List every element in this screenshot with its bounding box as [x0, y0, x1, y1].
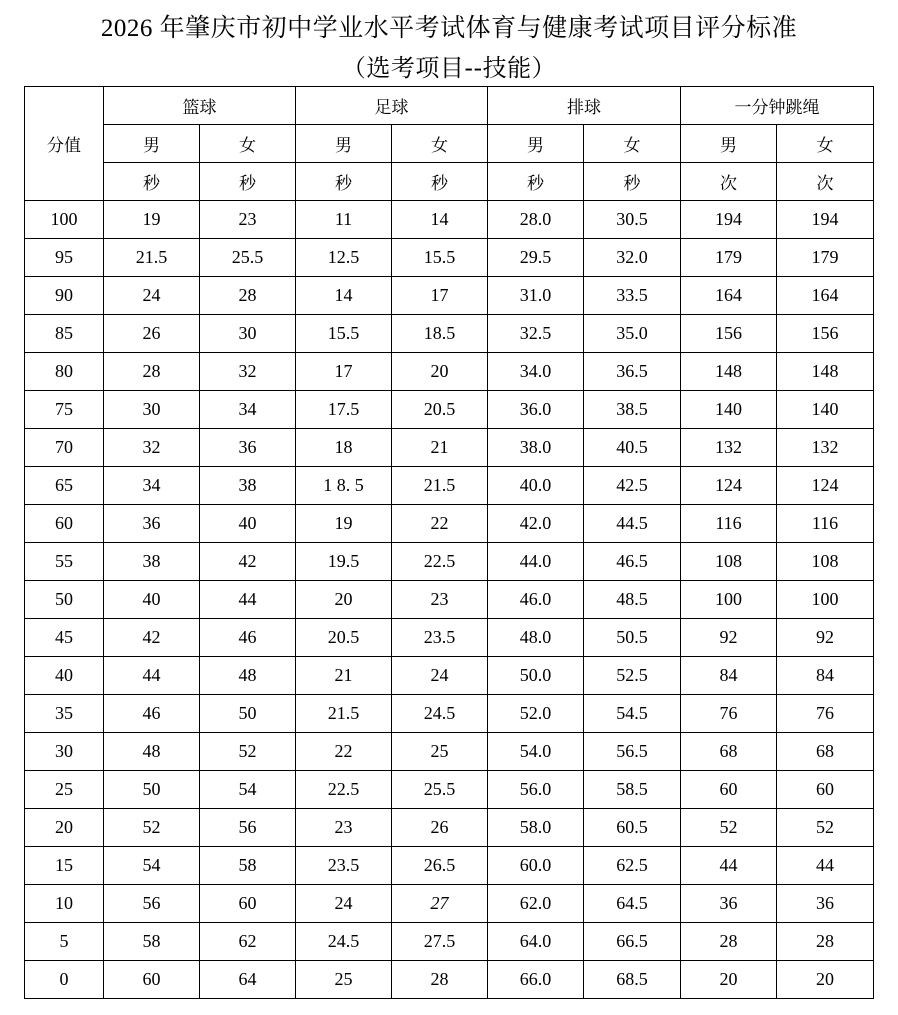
value-cell: 58 — [200, 847, 296, 885]
value-cell: 34 — [104, 467, 200, 505]
value-cell: 52 — [681, 809, 777, 847]
value-cell: 23.5 — [296, 847, 392, 885]
value-cell: 18.5 — [392, 315, 488, 353]
value-cell: 36.0 — [488, 391, 584, 429]
value-cell: 48 — [200, 657, 296, 695]
value-cell: 58.5 — [584, 771, 681, 809]
value-cell: 84 — [777, 657, 874, 695]
table-row — [25, 391, 874, 429]
value-cell: 24.5 — [296, 923, 392, 961]
value-cell: 52 — [200, 733, 296, 771]
value-cell: 60.5 — [584, 809, 681, 847]
value-cell: 62.0 — [488, 885, 584, 923]
value-cell: 84 — [681, 657, 777, 695]
value-cell: 156 — [681, 315, 777, 353]
table-row — [25, 885, 874, 923]
value-cell: 50 — [200, 695, 296, 733]
value-cell: 31.0 — [488, 277, 584, 315]
value-cell: 21.5 — [392, 467, 488, 505]
value-cell: 194 — [777, 201, 874, 239]
table-row — [25, 847, 874, 885]
value-cell: 25.5 — [200, 239, 296, 277]
value-cell: 22.5 — [392, 543, 488, 581]
value-cell: 179 — [777, 239, 874, 277]
gender-header: 女 — [584, 125, 681, 163]
event-header: 排球 — [488, 87, 681, 125]
score-cell: 25 — [25, 771, 104, 809]
value-cell: 148 — [681, 353, 777, 391]
value-cell: 48.0 — [488, 619, 584, 657]
gender-header: 女 — [392, 125, 488, 163]
gender-header: 男 — [488, 125, 584, 163]
value-cell: 50.5 — [584, 619, 681, 657]
value-cell: 76 — [681, 695, 777, 733]
table-row — [25, 923, 874, 961]
event-header: 一分钟跳绳 — [681, 87, 874, 125]
value-cell: 68.5 — [584, 961, 681, 999]
value-cell: 68 — [777, 733, 874, 771]
value-cell: 21 — [392, 429, 488, 467]
value-cell: 20.5 — [296, 619, 392, 657]
document-title: 2026 年肇庆市初中学业水平考试体育与健康考试项目评分标准 — [100, 15, 798, 42]
value-cell: 108 — [777, 543, 874, 581]
value-cell: 24 — [104, 277, 200, 315]
score-cell: 75 — [25, 391, 104, 429]
score-cell: 90 — [25, 277, 104, 315]
value-cell: 17 — [296, 353, 392, 391]
value-cell: 19.5 — [296, 543, 392, 581]
value-cell: 30 — [200, 315, 296, 353]
value-cell: 27 — [392, 885, 488, 923]
value-cell: 36 — [200, 429, 296, 467]
table-row — [25, 657, 874, 695]
value-cell: 66.5 — [584, 923, 681, 961]
value-cell: 36 — [104, 505, 200, 543]
score-cell: 70 — [25, 429, 104, 467]
table-row — [25, 619, 874, 657]
value-cell: 28 — [104, 353, 200, 391]
value-cell: 56 — [104, 885, 200, 923]
value-cell: 100 — [681, 581, 777, 619]
score-cell: 100 — [25, 201, 104, 239]
value-cell: 32 — [200, 353, 296, 391]
value-cell: 56 — [200, 809, 296, 847]
unit-header: 次 — [777, 163, 874, 201]
value-cell: 48 — [104, 733, 200, 771]
value-cell: 44 — [104, 657, 200, 695]
unit-header: 秒 — [488, 163, 584, 201]
table-row — [25, 429, 874, 467]
gender-header: 女 — [777, 125, 874, 163]
value-cell: 33.5 — [584, 277, 681, 315]
value-cell: 92 — [777, 619, 874, 657]
unit-header: 秒 — [104, 163, 200, 201]
table-row — [25, 315, 874, 353]
value-cell: 60 — [777, 771, 874, 809]
score-cell: 0 — [25, 961, 104, 999]
value-cell: 22.5 — [296, 771, 392, 809]
value-cell: 54 — [200, 771, 296, 809]
value-cell: 28 — [681, 923, 777, 961]
value-cell: 36 — [777, 885, 874, 923]
value-cell: 32.0 — [584, 239, 681, 277]
value-cell: 92 — [681, 619, 777, 657]
value-cell: 19 — [296, 505, 392, 543]
value-cell: 140 — [681, 391, 777, 429]
score-cell: 50 — [25, 581, 104, 619]
value-cell: 46 — [200, 619, 296, 657]
value-cell: 30 — [104, 391, 200, 429]
value-cell: 21.5 — [104, 239, 200, 277]
score-cell: 10 — [25, 885, 104, 923]
score-cell: 20 — [25, 809, 104, 847]
value-cell: 23.5 — [392, 619, 488, 657]
value-cell: 58.0 — [488, 809, 584, 847]
table-row — [25, 505, 874, 543]
value-cell: 28 — [392, 961, 488, 999]
value-cell: 32.5 — [488, 315, 584, 353]
value-cell: 44.5 — [584, 505, 681, 543]
value-cell: 50.0 — [488, 657, 584, 695]
value-cell: 42 — [104, 619, 200, 657]
table-row — [25, 771, 874, 809]
document-subtitle: （选考项目--技能） — [341, 54, 557, 82]
value-cell: 28 — [777, 923, 874, 961]
score-header: 分值 — [25, 87, 104, 201]
value-cell: 46 — [104, 695, 200, 733]
value-cell: 64 — [200, 961, 296, 999]
score-cell: 40 — [25, 657, 104, 695]
score-cell: 95 — [25, 239, 104, 277]
value-cell: 56.5 — [584, 733, 681, 771]
score-cell: 45 — [25, 619, 104, 657]
value-cell: 1 8. 5 — [296, 467, 392, 505]
value-cell: 50 — [104, 771, 200, 809]
value-cell: 15.5 — [392, 239, 488, 277]
score-cell: 35 — [25, 695, 104, 733]
value-cell: 54 — [104, 847, 200, 885]
gender-header: 女 — [200, 125, 296, 163]
value-cell: 68 — [681, 733, 777, 771]
value-cell: 27.5 — [392, 923, 488, 961]
value-cell: 20 — [777, 961, 874, 999]
value-cell: 66.0 — [488, 961, 584, 999]
value-cell: 46.5 — [584, 543, 681, 581]
value-cell: 12.5 — [296, 239, 392, 277]
value-cell: 52.0 — [488, 695, 584, 733]
value-cell: 20 — [681, 961, 777, 999]
gender-header: 男 — [296, 125, 392, 163]
value-cell: 40 — [104, 581, 200, 619]
table-row — [25, 809, 874, 847]
value-cell: 34 — [200, 391, 296, 429]
value-cell: 42.5 — [584, 467, 681, 505]
unit-header: 秒 — [200, 163, 296, 201]
value-cell: 60 — [104, 961, 200, 999]
value-cell: 60 — [200, 885, 296, 923]
header-row-events — [25, 87, 874, 125]
value-cell: 23 — [392, 581, 488, 619]
value-cell: 26 — [392, 809, 488, 847]
value-cell: 20 — [392, 353, 488, 391]
header-row-units — [25, 163, 874, 201]
value-cell: 40 — [200, 505, 296, 543]
value-cell: 100 — [777, 581, 874, 619]
value-cell: 30.5 — [584, 201, 681, 239]
event-header: 足球 — [296, 87, 488, 125]
table-row — [25, 961, 874, 999]
value-cell: 38 — [104, 543, 200, 581]
value-cell: 52 — [777, 809, 874, 847]
unit-header: 秒 — [392, 163, 488, 201]
value-cell: 44 — [681, 847, 777, 885]
table-row — [25, 277, 874, 315]
value-cell: 23 — [200, 201, 296, 239]
value-cell: 148 — [777, 353, 874, 391]
value-cell: 132 — [681, 429, 777, 467]
value-cell: 124 — [681, 467, 777, 505]
event-header: 篮球 — [104, 87, 296, 125]
unit-header: 秒 — [584, 163, 681, 201]
value-cell: 140 — [777, 391, 874, 429]
value-cell: 38.5 — [584, 391, 681, 429]
value-cell: 54.0 — [488, 733, 584, 771]
score-cell: 85 — [25, 315, 104, 353]
value-cell: 24 — [392, 657, 488, 695]
value-cell: 48.5 — [584, 581, 681, 619]
value-cell: 42.0 — [488, 505, 584, 543]
value-cell: 60 — [681, 771, 777, 809]
table-row — [25, 467, 874, 505]
value-cell: 124 — [777, 467, 874, 505]
value-cell: 64.5 — [584, 885, 681, 923]
value-cell: 64.0 — [488, 923, 584, 961]
value-cell: 164 — [777, 277, 874, 315]
value-cell: 11 — [296, 201, 392, 239]
value-cell: 132 — [777, 429, 874, 467]
value-cell: 40.0 — [488, 467, 584, 505]
value-cell: 164 — [681, 277, 777, 315]
table-row — [25, 239, 874, 277]
score-cell: 30 — [25, 733, 104, 771]
value-cell: 42 — [200, 543, 296, 581]
value-cell: 44 — [777, 847, 874, 885]
score-cell: 60 — [25, 505, 104, 543]
value-cell: 18 — [296, 429, 392, 467]
value-cell: 116 — [681, 505, 777, 543]
value-cell: 24 — [296, 885, 392, 923]
table-row — [25, 581, 874, 619]
unit-header: 秒 — [296, 163, 392, 201]
value-cell: 52 — [104, 809, 200, 847]
value-cell: 25.5 — [392, 771, 488, 809]
header-row-genders — [25, 125, 874, 163]
value-cell: 60.0 — [488, 847, 584, 885]
table-row — [25, 733, 874, 771]
value-cell: 24.5 — [392, 695, 488, 733]
value-cell: 21.5 — [296, 695, 392, 733]
value-cell: 28 — [200, 277, 296, 315]
value-cell: 179 — [681, 239, 777, 277]
score-cell: 65 — [25, 467, 104, 505]
value-cell: 19 — [104, 201, 200, 239]
value-cell: 46.0 — [488, 581, 584, 619]
value-cell: 14 — [296, 277, 392, 315]
value-cell: 108 — [681, 543, 777, 581]
gender-header: 男 — [104, 125, 200, 163]
value-cell: 28.0 — [488, 201, 584, 239]
value-cell: 76 — [777, 695, 874, 733]
value-cell: 40.5 — [584, 429, 681, 467]
value-cell: 20 — [296, 581, 392, 619]
table-row — [25, 353, 874, 391]
value-cell: 22 — [296, 733, 392, 771]
value-cell: 32 — [104, 429, 200, 467]
score-cell: 55 — [25, 543, 104, 581]
table-row — [25, 201, 874, 239]
value-cell: 58 — [104, 923, 200, 961]
value-cell: 34.0 — [488, 353, 584, 391]
value-cell: 38 — [200, 467, 296, 505]
value-cell: 26.5 — [392, 847, 488, 885]
value-cell: 38.0 — [488, 429, 584, 467]
value-cell: 194 — [681, 201, 777, 239]
value-cell: 17.5 — [296, 391, 392, 429]
value-cell: 156 — [777, 315, 874, 353]
value-cell: 36.5 — [584, 353, 681, 391]
value-cell: 25 — [296, 961, 392, 999]
score-cell: 15 — [25, 847, 104, 885]
value-cell: 29.5 — [488, 239, 584, 277]
value-cell: 22 — [392, 505, 488, 543]
scoring-table — [24, 86, 874, 999]
value-cell: 23 — [296, 809, 392, 847]
value-cell: 116 — [777, 505, 874, 543]
value-cell: 36 — [681, 885, 777, 923]
score-cell: 5 — [25, 923, 104, 961]
score-cell: 80 — [25, 353, 104, 391]
value-cell: 44 — [200, 581, 296, 619]
value-cell: 44.0 — [488, 543, 584, 581]
value-cell: 20.5 — [392, 391, 488, 429]
table-row — [25, 695, 874, 733]
value-cell: 62 — [200, 923, 296, 961]
value-cell: 15.5 — [296, 315, 392, 353]
value-cell: 21 — [296, 657, 392, 695]
value-cell: 17 — [392, 277, 488, 315]
value-cell: 35.0 — [584, 315, 681, 353]
unit-header: 次 — [681, 163, 777, 201]
value-cell: 62.5 — [584, 847, 681, 885]
gender-header: 男 — [681, 125, 777, 163]
value-cell: 26 — [104, 315, 200, 353]
value-cell: 14 — [392, 201, 488, 239]
value-cell: 56.0 — [488, 771, 584, 809]
value-cell: 54.5 — [584, 695, 681, 733]
table-row — [25, 543, 874, 581]
value-cell: 52.5 — [584, 657, 681, 695]
value-cell: 25 — [392, 733, 488, 771]
